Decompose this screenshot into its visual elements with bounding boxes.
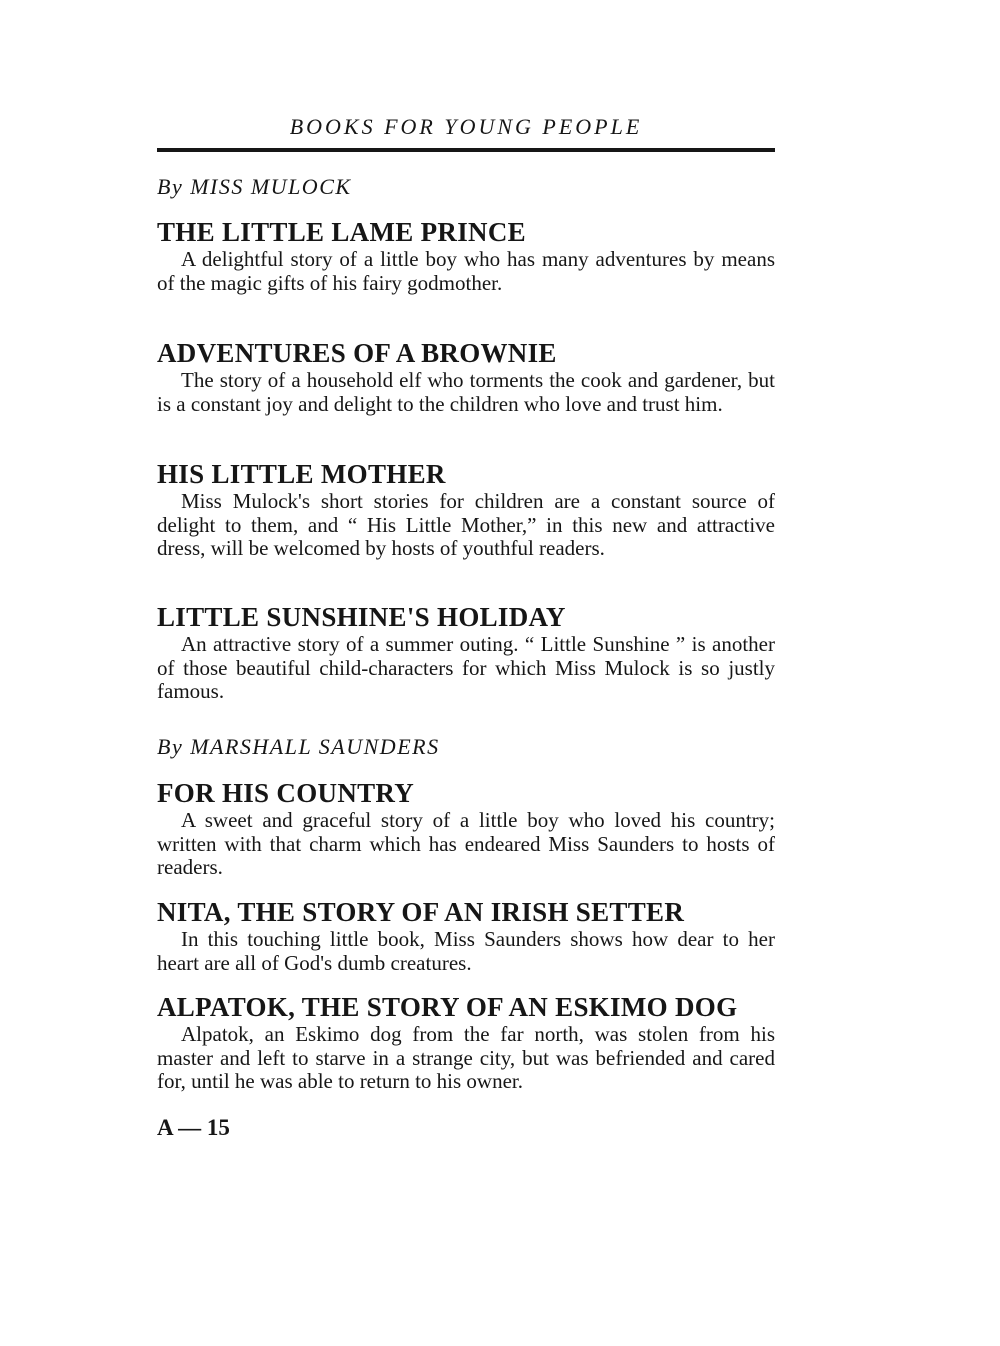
byline-mulock: By MISS MULOCK xyxy=(157,174,352,199)
entry-adventures-of-a-brownie xyxy=(157,337,775,416)
entry-little-lame-prince xyxy=(157,216,775,295)
entry-title: LITTLE SUNSHINE'S HOLIDAY xyxy=(157,602,566,632)
entry-his-little-mother xyxy=(157,458,775,561)
entry-title: NITA, THE STORY OF AN IRISH SETTER xyxy=(157,897,685,927)
byline-saunders: By MARSHALL SAUNDERS xyxy=(157,734,440,759)
entry-description: Alpatok, an Eskimo dog from the far north, was stolen from his master and left to starve in a strange city, but was befriended and cared for, until he was able to return to his owner. xyxy=(157,1022,775,1093)
entry-little-sunshines-holiday xyxy=(157,601,775,704)
entry-description: An attractive story of a summer outing. “ Little Sunshine ” is another of those beautiful child-characters for which Miss Mulock is so justly famous. xyxy=(157,632,775,703)
entry-description: A sweet and graceful story of a little boy who loved his country; written with that charm which has endeared Miss Saunders to hosts of readers. xyxy=(157,808,775,879)
entry-title: ADVENTURES OF A BROWNIE xyxy=(157,338,557,368)
entry-title: FOR HIS COUNTRY xyxy=(157,778,415,808)
entry-alpatok xyxy=(157,991,775,1094)
entry-description: The story of a household elf who torments the cook and gardener, but is a constant joy and delight to the children who love and trust him. xyxy=(157,368,775,416)
entry-description: Miss Mulock's short stories for children are a constant source of delight to them, and “ His Little Mother,” in this new and attractive dress, will be welcomed by hosts of youthful readers. xyxy=(157,489,775,560)
entry-nita xyxy=(157,896,775,975)
entry-title: HIS LITTLE MOTHER xyxy=(157,459,446,489)
entry-for-his-country xyxy=(157,777,775,880)
entry-description: A delightful story of a little boy who has many adventures by means of the magic gifts of his fairy godmother. xyxy=(157,247,775,295)
entry-description: In this touching little book, Miss Saunders shows how dear to her heart are all of God's dumb creatures. xyxy=(157,927,775,975)
header-rule xyxy=(157,148,775,152)
entry-title: ALPATOK, THE STORY OF AN ESKIMO DOG xyxy=(157,992,738,1022)
running-head: BOOKS FOR YOUNG PEOPLE xyxy=(289,114,643,139)
signature-mark: A — 15 xyxy=(157,1115,230,1140)
entry-title: THE LITTLE LAME PRINCE xyxy=(157,217,526,247)
